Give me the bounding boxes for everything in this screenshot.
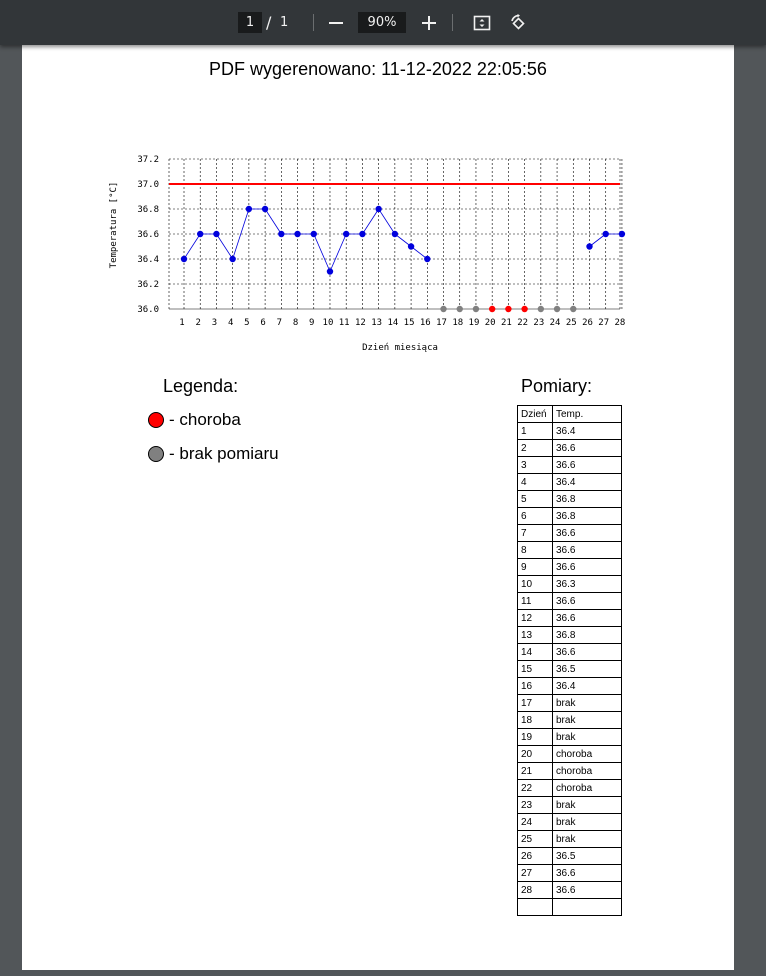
cell-temperature: choroba [553, 763, 622, 780]
x-tick-label: 25 [565, 318, 577, 328]
data-point [294, 231, 300, 237]
missing-point [570, 306, 576, 312]
cell-temperature: brak [553, 695, 622, 712]
fit-to-page-button[interactable] [469, 10, 495, 36]
pdf-page [22, 45, 734, 970]
data-point [343, 231, 349, 237]
table-row [518, 542, 622, 559]
table-header-row [518, 406, 622, 423]
cell-empty [553, 899, 622, 916]
x-tick-label: 23 [533, 318, 545, 328]
x-tick-label: 8 [292, 318, 299, 328]
cell-temperature: 36.6 [553, 593, 622, 610]
x-tick-label: 13 [371, 318, 383, 328]
series-segment [362, 209, 378, 234]
zoom-in-button[interactable] [416, 10, 442, 36]
legend-item-missing [148, 444, 279, 464]
cell-day: 1 [518, 423, 553, 440]
table-row [518, 627, 622, 644]
data-point [424, 256, 430, 262]
pdf-toolbar [0, 0, 766, 45]
data-point [603, 231, 609, 237]
cell-temperature: brak [553, 814, 622, 831]
minus-icon [329, 16, 343, 30]
cell-day: 7 [518, 525, 553, 542]
cell-temperature: 36.4 [553, 474, 622, 491]
page-separator: / [266, 13, 272, 32]
data-point [392, 231, 398, 237]
cell-day: 11 [518, 593, 553, 610]
cell-day: 26 [518, 848, 553, 865]
series-segment [216, 234, 232, 259]
x-tick-label: 27 [598, 318, 610, 328]
x-tick-label: 22 [517, 318, 529, 328]
cell-day: 28 [518, 882, 553, 899]
zoom-level-input[interactable]: 90% [358, 12, 406, 33]
cell-temperature: 36.6 [553, 542, 622, 559]
illness-point [505, 306, 511, 312]
cell-temperature: 36.4 [553, 678, 622, 695]
cell-day: 16 [518, 678, 553, 695]
measurements-title: Pomiary: [521, 376, 593, 396]
table-row [518, 423, 622, 440]
cell-day: 8 [518, 542, 553, 559]
cell-day: 27 [518, 865, 553, 882]
column-header-day: Dzień [518, 406, 553, 423]
page-title: PDF wygerenowano: 11-12-2022 22:05:56 [209, 59, 547, 79]
cell-day: 3 [518, 457, 553, 474]
cell-temperature: 36.3 [553, 576, 622, 593]
data-point [311, 231, 317, 237]
measurements-table [517, 405, 622, 916]
cell-day: 17 [518, 695, 553, 712]
cell-day: 2 [518, 440, 553, 457]
missing-point [538, 306, 544, 312]
table-row-empty [518, 899, 622, 916]
cell-temperature: 36.6 [553, 644, 622, 661]
x-tick-label: 20 [484, 318, 496, 328]
series-segment [330, 234, 346, 272]
cell-day: 20 [518, 746, 553, 763]
cell-day: 14 [518, 644, 553, 661]
cell-empty [518, 899, 553, 916]
toolbar-divider [452, 14, 453, 31]
x-axis-label: Dzień miesiąca [362, 343, 438, 353]
y-tick-label: 36.2 [137, 280, 159, 290]
table-row [518, 882, 622, 899]
table-row [518, 763, 622, 780]
cell-day: 18 [518, 712, 553, 729]
data-point [278, 231, 284, 237]
cell-temperature: choroba [553, 780, 622, 797]
x-tick-label: 4 [227, 318, 234, 328]
x-tick-label: 9 [309, 318, 315, 328]
cell-day: 25 [518, 831, 553, 848]
legend-label: - brak pomiaru [169, 444, 279, 463]
x-tick-label: 17 [436, 318, 447, 328]
table-row [518, 610, 622, 627]
data-point [359, 231, 365, 237]
cell-temperature: brak [553, 712, 622, 729]
data-point [619, 231, 625, 237]
cell-temperature: 36.6 [553, 525, 622, 542]
y-tick-label: 37.2 [137, 155, 159, 165]
table-row [518, 831, 622, 848]
x-tick-label: 21 [500, 318, 512, 328]
table-row [518, 729, 622, 746]
x-tick-label: 3 [211, 318, 218, 328]
table-row [518, 865, 622, 882]
data-point [197, 231, 203, 237]
illness-point [489, 306, 495, 312]
x-tick-label: 14 [387, 318, 399, 328]
table-row [518, 746, 622, 763]
temperature-chart [22, 45, 734, 365]
legend-title: Legenda: [163, 376, 239, 396]
gray-dot-icon [148, 446, 164, 462]
cell-temperature: 36.5 [553, 848, 622, 865]
y-tick-label: 37.0 [137, 180, 159, 190]
x-tick-label: 19 [468, 318, 480, 328]
table-row [518, 593, 622, 610]
data-point [375, 206, 381, 212]
data-point [262, 206, 268, 212]
series-segment [314, 234, 330, 272]
table-row [518, 848, 622, 865]
cell-day: 5 [518, 491, 553, 508]
table-row [518, 508, 622, 525]
y-tick-label: 36.0 [137, 305, 159, 315]
cell-day: 9 [518, 559, 553, 576]
cell-day: 22 [518, 780, 553, 797]
cell-temperature: 36.8 [553, 491, 622, 508]
cell-temperature: 36.6 [553, 865, 622, 882]
cell-day: 19 [518, 729, 553, 746]
data-point [181, 256, 187, 262]
cell-temperature: 36.6 [553, 882, 622, 899]
total-pages: 1 [280, 15, 289, 30]
cell-day: 21 [518, 763, 553, 780]
cell-day: 12 [518, 610, 553, 627]
x-tick-label: 15 [403, 318, 415, 328]
table-row [518, 814, 622, 831]
table-row [518, 457, 622, 474]
cell-day: 6 [518, 508, 553, 525]
toolbar-divider [313, 14, 314, 31]
table-row [518, 780, 622, 797]
missing-point [457, 306, 463, 312]
cell-day: 10 [518, 576, 553, 593]
x-tick-label: 5 [244, 318, 250, 328]
cell-temperature: 36.8 [553, 627, 622, 644]
table-row [518, 661, 622, 678]
table-row [518, 576, 622, 593]
series-segment [265, 209, 281, 234]
table-row [518, 474, 622, 491]
cell-temperature: choroba [553, 746, 622, 763]
x-tick-label: 2 [195, 318, 201, 328]
cell-day: 23 [518, 797, 553, 814]
cell-day: 15 [518, 661, 553, 678]
missing-point [473, 306, 479, 312]
data-point [229, 256, 235, 262]
column-header-temp: Temp. [553, 406, 622, 423]
cell-day: 4 [518, 474, 553, 491]
x-tick-label: 7 [276, 318, 283, 328]
data-point [327, 268, 333, 274]
x-tick-label: 24 [549, 318, 561, 328]
rotate-icon [509, 14, 527, 32]
series-segment [379, 209, 395, 234]
fit-page-icon [473, 14, 491, 32]
x-tick-label: 12 [354, 318, 366, 328]
red-dot-icon [148, 412, 164, 428]
cell-temperature: 36.5 [553, 661, 622, 678]
y-tick-label: 36.4 [137, 255, 159, 265]
y-tick-label: 36.8 [137, 205, 159, 215]
cell-day: 13 [518, 627, 553, 644]
x-tick-label: 28 [614, 318, 626, 328]
x-tick-label: 11 [338, 318, 350, 328]
y-tick-label: 36.6 [137, 230, 159, 240]
cell-temperature: brak [553, 797, 622, 814]
cell-temperature: 36.6 [553, 440, 622, 457]
plus-icon [422, 16, 436, 30]
cell-temperature: brak [553, 729, 622, 746]
legend-label: - choroba [169, 410, 241, 429]
table-row [518, 678, 622, 695]
table-row [518, 440, 622, 457]
data-point [246, 206, 252, 212]
missing-point [440, 306, 446, 312]
x-tick-label: 26 [582, 318, 593, 328]
table-row [518, 712, 622, 729]
cell-temperature: 36.8 [553, 508, 622, 525]
cell-temperature: 36.4 [553, 423, 622, 440]
table-row [518, 797, 622, 814]
table-row [518, 525, 622, 542]
x-tick-label: 16 [419, 318, 431, 328]
data-point [213, 231, 219, 237]
y-axis-label: Temperatura [°C] [109, 181, 119, 269]
table-row [518, 695, 622, 712]
page-number-input[interactable]: 1 [238, 12, 262, 33]
illness-point [521, 306, 527, 312]
table-row [518, 644, 622, 661]
missing-point [554, 306, 560, 312]
x-tick-label: 1 [179, 318, 185, 328]
zoom-out-button[interactable] [323, 10, 349, 36]
x-tick-label: 18 [452, 318, 464, 328]
table-row [518, 559, 622, 576]
cell-temperature: 36.6 [553, 610, 622, 627]
rotate-button[interactable] [505, 10, 531, 36]
cell-temperature: brak [553, 831, 622, 848]
x-tick-label: 6 [260, 318, 266, 328]
legend-item-illness [148, 410, 241, 430]
x-tick-label: 10 [322, 318, 334, 328]
cell-temperature: 36.6 [553, 457, 622, 474]
series-segment [184, 234, 200, 259]
data-point [408, 243, 414, 249]
data-point [586, 243, 592, 249]
cell-temperature: 36.6 [553, 559, 622, 576]
cell-day: 24 [518, 814, 553, 831]
table-row [518, 491, 622, 508]
